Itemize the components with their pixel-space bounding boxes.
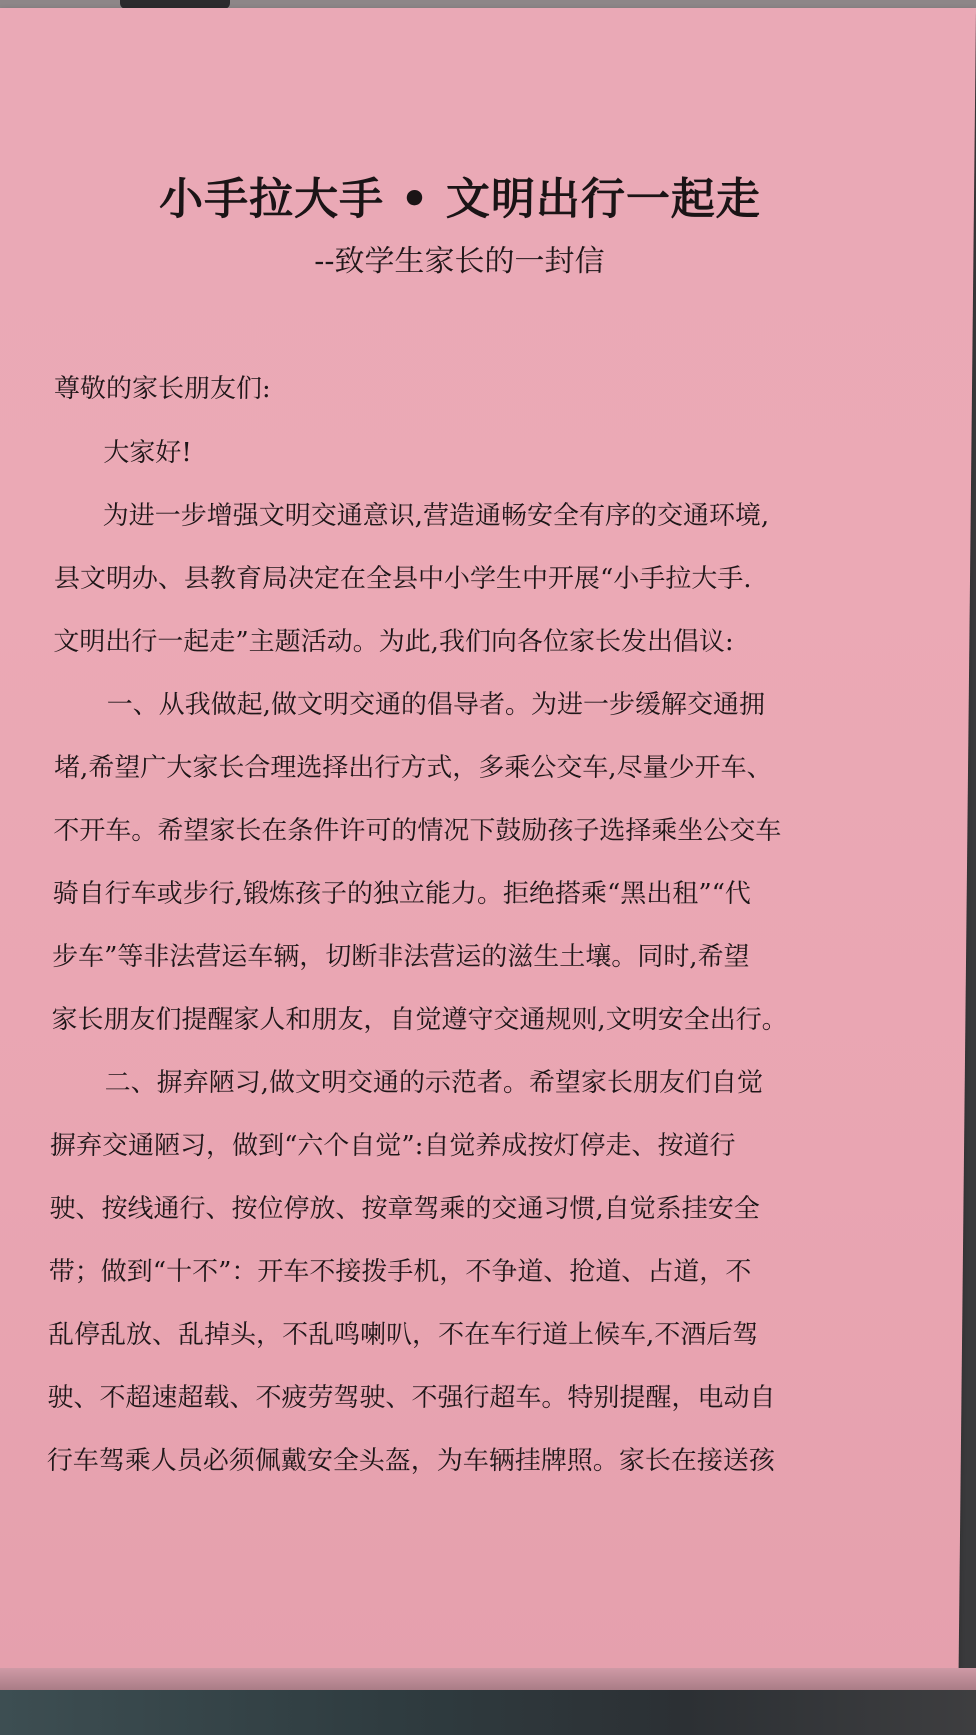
body-line: 驶、按线通行、按位停放、按章驾乘的交通习惯,自觉系挂安全 xyxy=(49,1194,760,1224)
body-line: 摒弃交通陋习，做到“六个自觉”:自觉养成按灯停走、按道行 xyxy=(49,1131,736,1161)
body-line: 二、摒弃陋习,做文明交通的示范者。希望家长朋友们自觉 xyxy=(104,1068,764,1098)
body-line: 堵,希望广大家长合理选择出行方式，多乘公交车,尽量少开车、 xyxy=(53,753,773,783)
salutation: 尊敬的家长朋友们: xyxy=(53,374,271,404)
body-line: 不开车。希望家长在条件许可的情况下鼓励孩子选择乘坐公交车 xyxy=(53,816,782,846)
body-line: 乱停乱放、乱掉头，不乱鸣喇叭，不在车行道上候车,不酒后驾 xyxy=(47,1320,759,1350)
letter-title: 小手拉大手 • 文明出行一起走 xyxy=(158,174,762,225)
body-line: 一、从我做起,做文明交通的倡导者。为进一步缓解交通拥 xyxy=(106,690,766,720)
body-line: 带；做到“十不”：开车不接拨手机，不争道、抢道、占道，不 xyxy=(48,1257,752,1287)
body-line: 为进一步增强文明交通意识,营造通畅安全有序的交通环境, xyxy=(102,501,770,531)
background-fabric xyxy=(0,1668,976,1735)
paper-fold xyxy=(0,1668,976,1690)
body-line: 行车驾乘人员必须佩戴安全头盔，为车辆挂牌照。家长在接送孩 xyxy=(46,1446,775,1476)
greeting: 大家好! xyxy=(103,438,192,468)
body-line: 文明出行一起走”主题活动。为此,我们向各位家长发出倡议: xyxy=(53,627,734,657)
body-line: 县文明办、县教育局决定在全县中小学生中开展“小手拉大手. xyxy=(53,564,752,594)
body-line: 家长朋友们提醒家人和朋友，自觉遵守交通规则,文明安全出行。 xyxy=(51,1005,788,1035)
letter-subtitle: --致学生家长的一封信 xyxy=(314,244,605,279)
body-line: 步车”等非法营运车辆，切断非法营运的滋生土壤。同时,希望 xyxy=(51,942,750,972)
body-line: 骑自行车或步行,锻炼孩子的独立能力。拒绝搭乘“黑出租”“代 xyxy=(52,879,752,909)
body-line: 驶、不超速超载、不疲劳驾驶、不强行超车。特别提醒，电动自 xyxy=(47,1383,776,1413)
letter-page xyxy=(0,8,976,1680)
